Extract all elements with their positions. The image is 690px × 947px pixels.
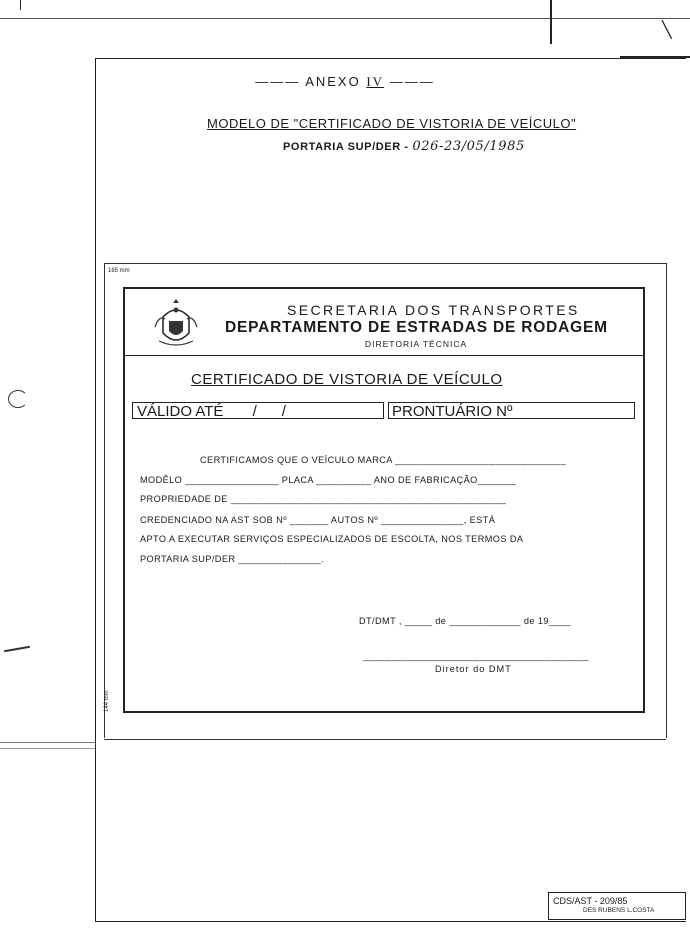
certificate-title: CERTIFICADO DE VISTORIA DE VEÍCULO: [191, 371, 503, 388]
scan-top-tick: [550, 0, 552, 44]
date-line: DT/DMT , _____ de _____________ de 19____: [359, 616, 571, 626]
card-cut-frame-left: [104, 263, 105, 738]
signature-label: Diretor do DMT: [435, 664, 512, 674]
scan-top-line: [0, 18, 690, 19]
dimension-height-label: 144 mm: [104, 690, 110, 712]
portaria-value: 026-23/05/1985: [412, 139, 525, 154]
card-cut-frame-right: [666, 263, 667, 738]
valid-until-field: VÁLIDO ATÉ ___/___/_____: [132, 402, 384, 419]
portaria-label: PORTARIA SUP/DER -: [283, 141, 409, 153]
departamento-name: DEPARTAMENTO DE ESTRADAS DE RODAGEM: [225, 319, 608, 336]
signature-line: _________________________________________: [363, 651, 589, 661]
diretoria-name: DIRETORIA TÉCNICA: [365, 339, 468, 349]
scan-right-line: [620, 56, 690, 58]
certificate-line-portaria: PORTARIA SUP/DER _______________.: [140, 554, 324, 564]
certificate-header: [125, 289, 643, 356]
stamp-name: DES RUBENS L.COSTA: [583, 907, 655, 914]
model-title: MODELO DE "CERTIFICADO DE VISTORIA DE VEÍCULO": [207, 116, 577, 131]
scan-mark: ╲: [662, 22, 672, 39]
certificate-card: [123, 287, 645, 713]
certificate-line-accreditation: CREDENCIADO NA AST SOB Nº _______ AUTOS Nº _______________, ESTÁ: [140, 515, 496, 525]
scan-top-tick: [20, 0, 21, 10]
certificate-line-model: MODÊLO _________________ PLACA __________ ANO DE FABRICAÇÃO_______: [140, 475, 517, 485]
scan-left-dash: [0, 742, 95, 743]
dimension-width-label: 165 mm: [108, 268, 130, 274]
annex-number: IV: [366, 74, 385, 89]
certificate-line-apt: APTO A EXECUTAR SERVIÇOS ESPECIALIZADOS DE ESCOLTA, NOS TERMOS DA: [140, 534, 524, 544]
stamp-code: CDS/AST - 209/85: [553, 896, 628, 906]
annex-heading: ——— ANEXO IV ———: [255, 74, 435, 89]
reference-stamp: [548, 892, 686, 920]
annex-label: ANEXO: [305, 74, 361, 89]
certificate-line-brand: CERTIFICAMOS QUE O VEÍCULO MARCA _______________________________: [200, 455, 567, 465]
portaria-reference: [283, 139, 525, 154]
scan-mark: [4, 646, 30, 652]
punch-hole-mark: [8, 390, 28, 408]
secretaria-name: SECRETARIA DOS TRANSPORTES: [287, 302, 580, 318]
prontuario-field: PRONTUÁRIO Nº________: [388, 402, 635, 419]
coat-of-arms-icon: [151, 297, 201, 351]
scan-left-dash: [0, 748, 95, 749]
certificate-line-owner: PROPRIEDADE DE __________________________________________________: [140, 494, 507, 504]
